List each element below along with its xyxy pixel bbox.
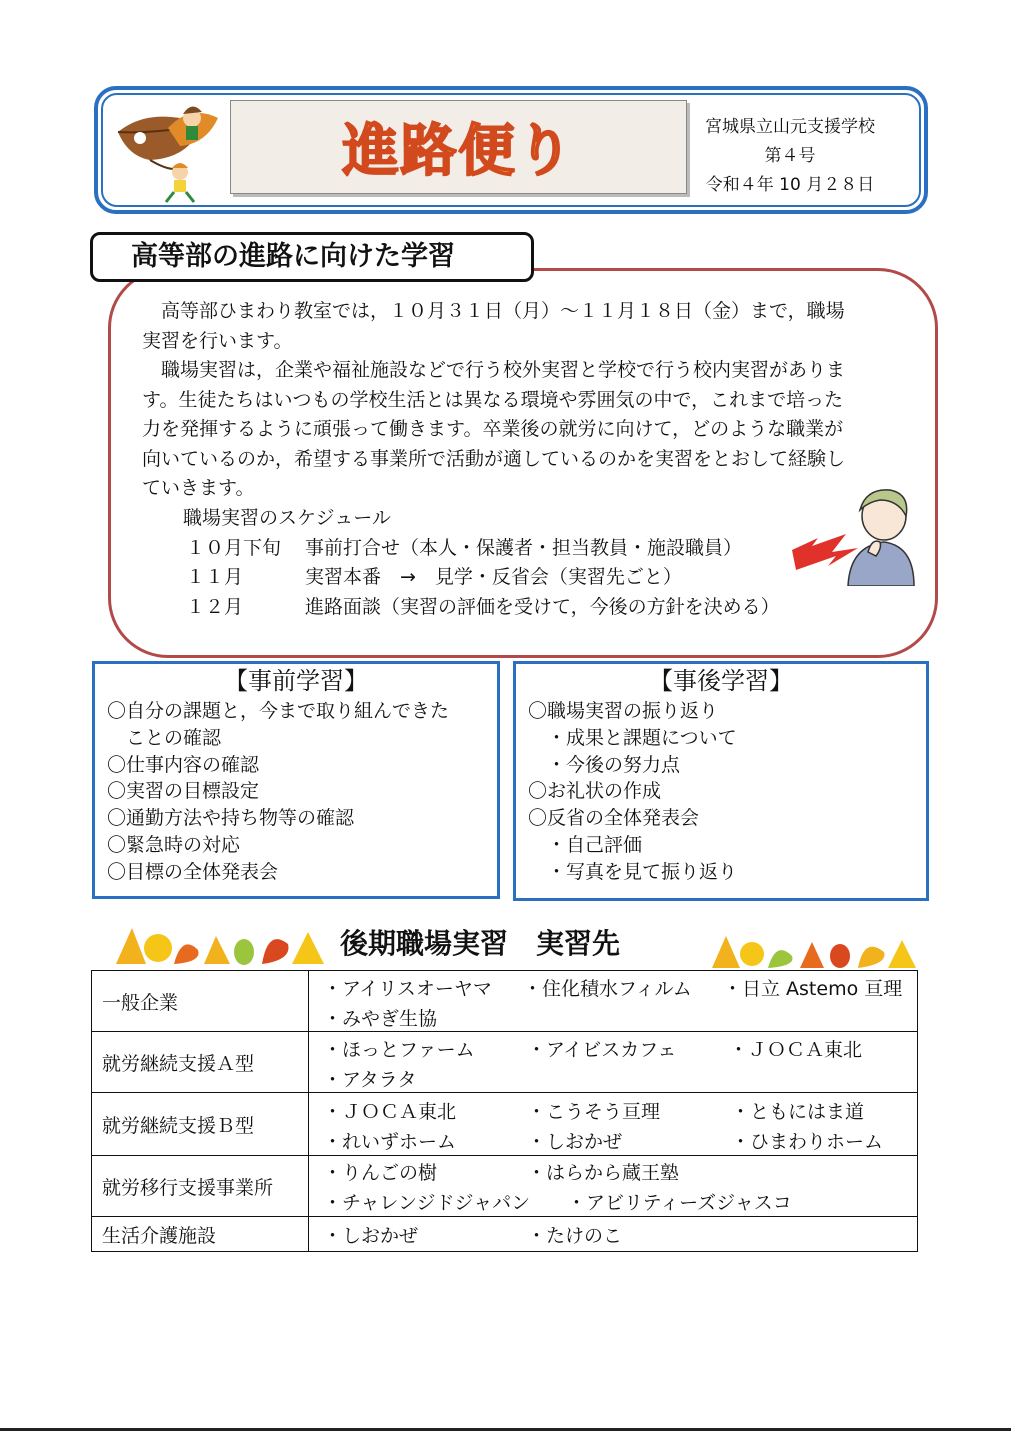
school-name: 宮城県立山元支援学校 xyxy=(705,117,875,137)
list-item: ・今後の努力点 xyxy=(528,753,681,776)
schedule-what: 事前打合せ（本人・保護者・担当教員・施設職員） xyxy=(305,537,743,559)
list-item: 〇実習の目標設定 xyxy=(107,780,260,803)
placement-item: ・アイリスオーヤマ xyxy=(323,978,492,1000)
placement-item: ・アビリティーズジャスコ xyxy=(567,1192,792,1214)
issue-date: 令和４年 10 月２８日 xyxy=(705,175,875,195)
category-cell: 就労移行支援事業所 xyxy=(92,1156,309,1217)
placement-item: ・アタラタ xyxy=(323,1069,417,1091)
list-item: 〇仕事内容の確認 xyxy=(107,753,260,776)
placement-item: ・みやぎ生協 xyxy=(323,1008,438,1030)
placement-item: ・ＪＯＣＡ東北 xyxy=(323,1101,457,1123)
text-line: す。生徒たちはいつもの学校生活とは異なる環境や雰囲気の中で，これまで培った xyxy=(142,388,844,411)
pre-study-title: 【事前学習】 xyxy=(224,667,368,695)
placement-item: ・たけのこ xyxy=(527,1225,623,1247)
placement-item: ・ほっとファーム xyxy=(323,1039,475,1061)
placement-item: ・れいずホーム xyxy=(323,1131,457,1153)
intro-paragraph xyxy=(142,297,902,504)
category-cell: 生活介護施設 xyxy=(92,1217,309,1252)
newsletter-title: 進路便り xyxy=(342,119,575,184)
placement-item: ・りんごの樹 xyxy=(323,1162,438,1184)
placements-heading: 後期職場実習 実習先 xyxy=(340,927,621,960)
placement-item: ・こうそう亘理 xyxy=(527,1101,661,1123)
list-item: 〇目標の全体発表会 xyxy=(107,860,279,883)
schedule-when: １０月下旬 xyxy=(186,537,282,559)
title-box xyxy=(230,100,687,194)
placement-item: ・日立 Astemo 亘理 xyxy=(723,978,903,1000)
items-cell xyxy=(309,1093,918,1156)
list-item: 〇お礼状の作成 xyxy=(528,780,662,803)
text-line: ていきます。 xyxy=(142,477,255,499)
items-cell xyxy=(309,1217,918,1252)
placement-item: ・ともにはま道 xyxy=(731,1101,865,1123)
placement-item: ・住化積水フィルム xyxy=(523,978,692,1000)
items-cell xyxy=(309,971,918,1032)
autumn-leaves-decoration-left xyxy=(112,914,326,966)
schedule-title: 職場実習のスケジュール xyxy=(183,507,391,529)
text-line: 力を発揮するように頑張って働きます。卒業後の就労に向けて，どのような職業が xyxy=(142,418,844,440)
list-item: 〇緊急時の対応 xyxy=(107,833,241,856)
items-cell xyxy=(309,1156,918,1217)
placement-item: ・ひまわりホーム xyxy=(731,1131,884,1153)
text-line: 職場実習は，企業や福祉施設などで行う校外実習と学校で行う校内実習がありま xyxy=(142,359,846,381)
section-heading: 高等部の進路に向けた学習 xyxy=(90,232,534,282)
placement-item: ・はらから蔵王塾 xyxy=(527,1162,680,1184)
text-line: 向いているのか，希望する事業所で活動が適しているのかを実習をとおして経験し xyxy=(142,447,846,470)
table-row xyxy=(92,1156,918,1217)
category-cell: 一般企業 xyxy=(92,971,309,1032)
pre-study-box xyxy=(92,661,500,899)
table-row xyxy=(92,1093,918,1156)
list-item: 〇職場実習の振り返り xyxy=(528,700,719,722)
placement-item: ・しおかぜ xyxy=(323,1225,419,1247)
post-study-box xyxy=(513,661,929,901)
list-item: 〇通勤方法や持ち物等の確認 xyxy=(107,807,355,830)
thinking-boy-illustration xyxy=(788,486,918,586)
list-item: 〇自分の課題と，今まで取り組んできた xyxy=(107,700,450,722)
list-item: ・写真を見て振り返り xyxy=(528,860,738,883)
placements-table xyxy=(91,970,918,1252)
placement-item: ・しおかぜ xyxy=(527,1131,623,1153)
placement-item: ・ＪＯＣＡ東北 xyxy=(729,1039,863,1061)
table-row xyxy=(92,1217,918,1252)
items-cell xyxy=(309,1032,918,1093)
list-item: ・成果と課題について xyxy=(528,726,737,749)
text-line: 高等部ひまわり教室では，１０月３１日（月）～１１月１８日（金）まで，職場 xyxy=(142,300,845,322)
category-cell: 就労継続支援Ｂ型 xyxy=(92,1093,309,1156)
list-item: 〇反省の全体発表会 xyxy=(528,807,700,830)
autumn-leaf-kids-illustration xyxy=(110,98,228,206)
table-row xyxy=(92,971,918,1032)
placement-item: ・アイビスカフェ xyxy=(527,1039,677,1061)
issue-number: 第４号 xyxy=(764,146,816,166)
list-item: ・自己評価 xyxy=(528,833,643,856)
schedule-what: 進路面談（実習の評価を受けて，今後の方針を決める） xyxy=(305,596,780,618)
schedule-when: １１月 xyxy=(186,566,244,588)
list-item: ことの確認 xyxy=(107,726,222,749)
schedule-what: 実習本番 → 見学・反省会（実習先ごと） xyxy=(305,566,682,588)
text-line: 実習を行います。 xyxy=(142,329,293,352)
post-study-title: 【事後学習】 xyxy=(649,667,793,695)
placement-item: ・チャレンジドジャパン xyxy=(323,1192,531,1214)
table-row xyxy=(92,1032,918,1093)
category-cell: 就労継続支援Ａ型 xyxy=(92,1032,309,1093)
autumn-leaves-decoration-right xyxy=(708,926,918,970)
schedule-when: １２月 xyxy=(186,596,244,618)
